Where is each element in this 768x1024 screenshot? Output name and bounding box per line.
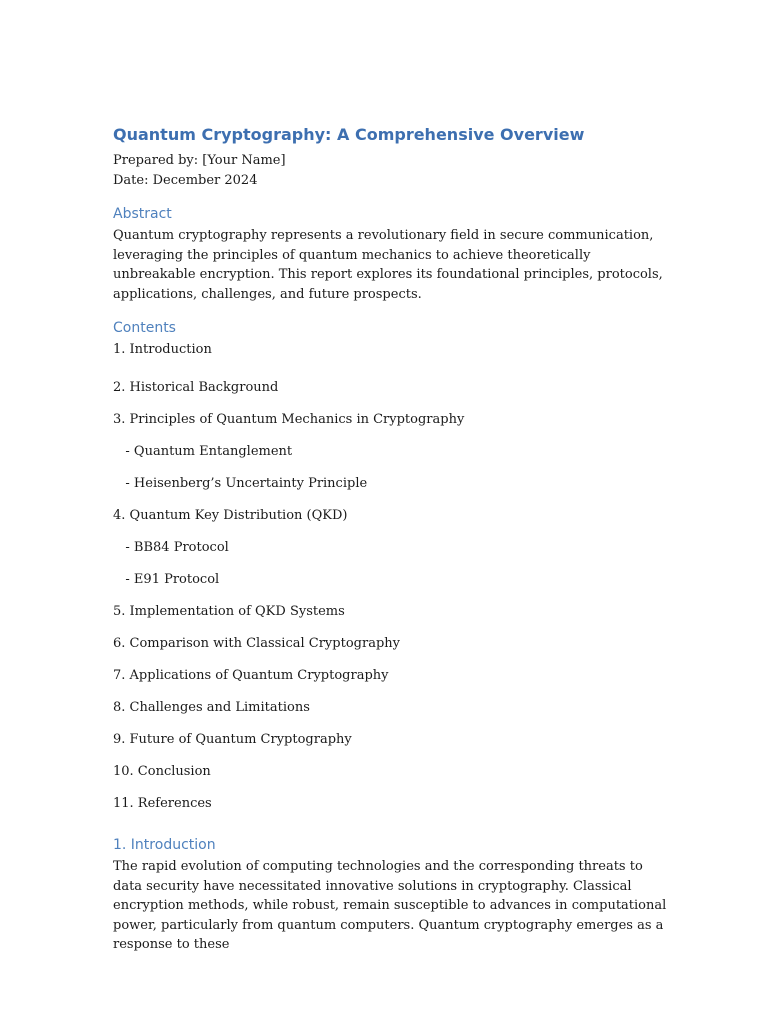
abstract-heading: Abstract bbox=[113, 206, 172, 222]
toc-item-label: 6. Comparison with Classical Cryptography bbox=[113, 636, 400, 651]
document-title: Quantum Cryptography: A Comprehensive Overview bbox=[113, 125, 585, 144]
toc-indent bbox=[113, 572, 125, 587]
introduction-paragraph: The rapid evolution of computing technologies and the corresponding threats to data security have necessitated innovative solutions in cryptography. Classical encryption methods, while robust, remain susceptible to advances in computational power, particularly from quantum computers. Quantum cryptography emerges as a response to these bbox=[113, 859, 667, 952]
table-of-contents bbox=[113, 340, 673, 820]
toc-subitem bbox=[113, 564, 673, 596]
toc-item-label: 3. Principles of Quantum Mechanics in Cryptography bbox=[113, 412, 465, 427]
toc-indent bbox=[113, 476, 125, 491]
toc-item-label: 5. Implementation of QKD Systems bbox=[113, 604, 345, 619]
toc-item bbox=[113, 596, 673, 628]
toc-item-label: 8. Challenges and Limitations bbox=[113, 700, 310, 715]
toc-item-label: 7. Applications of Quantum Cryptography bbox=[113, 668, 389, 683]
toc-item-label: 4. Quantum Key Distribution (QKD) bbox=[113, 508, 348, 523]
toc-item bbox=[113, 628, 673, 660]
toc-item-label: - BB84 Protocol bbox=[125, 540, 229, 555]
document-body bbox=[113, 124, 673, 955]
date-line: Date: December 2024 bbox=[113, 173, 258, 188]
toc-item-label: - Heisenberg’s Uncertainty Principle bbox=[125, 476, 368, 491]
toc-subitem bbox=[113, 532, 673, 564]
toc-item bbox=[113, 692, 673, 724]
contents-heading: Contents bbox=[113, 320, 176, 336]
toc-item bbox=[113, 788, 673, 820]
toc-item-label: - Quantum Entanglement bbox=[125, 444, 293, 459]
prepared-by-line: Prepared by: [Your Name] bbox=[113, 153, 286, 168]
toc-item bbox=[113, 500, 673, 532]
toc-item-label: 11. References bbox=[113, 796, 212, 811]
introduction-heading: 1. Introduction bbox=[113, 837, 216, 853]
toc-item bbox=[113, 404, 673, 436]
toc-subitem bbox=[113, 436, 673, 468]
toc-item-label: 2. Historical Background bbox=[113, 380, 279, 395]
toc-subitem bbox=[113, 468, 673, 500]
toc-indent bbox=[113, 540, 125, 555]
toc-item bbox=[113, 340, 673, 372]
toc-item bbox=[113, 372, 673, 404]
toc-item bbox=[113, 660, 673, 692]
toc-item bbox=[113, 724, 673, 756]
toc-indent bbox=[113, 444, 125, 459]
toc-item-label: - E91 Protocol bbox=[125, 572, 220, 587]
toc-item-label: 9. Future of Quantum Cryptography bbox=[113, 732, 352, 747]
toc-item-label: 1. Introduction bbox=[113, 342, 212, 357]
toc-item-label: 10. Conclusion bbox=[113, 764, 211, 779]
toc-item bbox=[113, 756, 673, 788]
abstract-paragraph: Quantum cryptography represents a revolutionary field in secure communication, leveraging the principles of quantum mechanics to achieve theoretically unbreakable encryption. This report explores its foundational principles, protocols, applications, challenges, and future prospects. bbox=[113, 228, 663, 302]
